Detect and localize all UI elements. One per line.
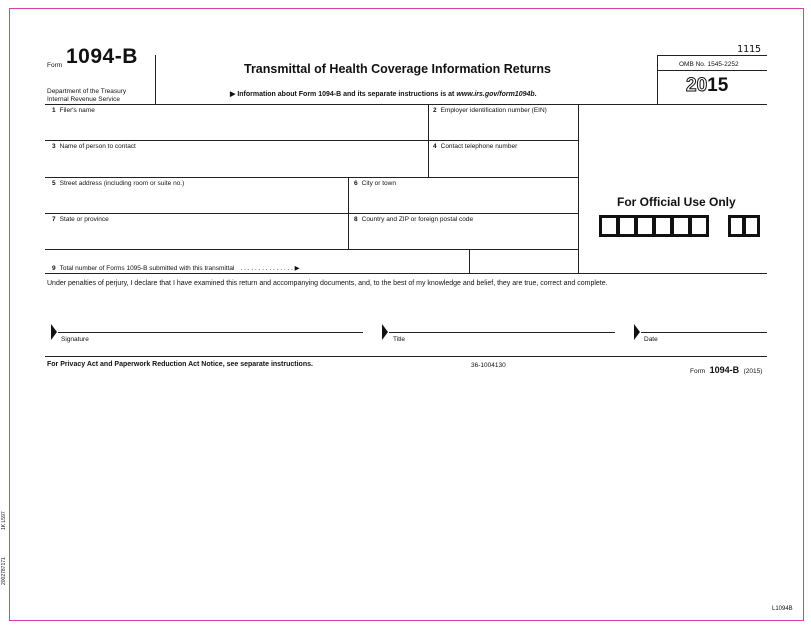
- field-1-label: 1 Filer's name: [52, 107, 95, 114]
- omb-rule: [657, 70, 767, 71]
- crop-line-bottom: [9, 620, 804, 621]
- perjury-statement: Under penalties of perjury, I declare that I have examined this return and accompanying documents, and, to the best of my knowledge and belief, they are true, correct and complete.: [47, 280, 608, 287]
- grid-rule-1: [45, 140, 578, 141]
- title-arrow-icon: [382, 324, 388, 340]
- signature-arrow-icon: [51, 324, 57, 340]
- header-divider-left: [155, 55, 156, 105]
- date-arrow-icon: [634, 324, 640, 340]
- footer-form-number: 1094-B: [709, 365, 740, 375]
- ocr-box-2: [617, 215, 637, 237]
- omb-top-rule: [657, 55, 767, 56]
- grid-rule-4: [45, 249, 578, 250]
- signature-label: Signature: [61, 336, 89, 343]
- signature-input[interactable]: [58, 318, 363, 332]
- footer-form-id: [690, 360, 762, 378]
- date-line: [641, 332, 767, 333]
- side-code-2: 2002787171: [1, 557, 7, 585]
- corner-code: L1094B: [772, 606, 793, 612]
- title-label: Title: [393, 336, 406, 343]
- street-address-input[interactable]: [46, 189, 347, 212]
- city-input[interactable]: [350, 189, 577, 212]
- privacy-notice: For Privacy Act and Paperwork Reduction Act Notice, see separate instructions.: [47, 361, 313, 368]
- filer-name-input[interactable]: [46, 116, 427, 139]
- code-1115: 1115: [737, 44, 762, 55]
- omb-number: OMB No. 1545-2252: [679, 61, 739, 68]
- crop-line-left: [9, 8, 10, 620]
- ocr-box-6: [689, 215, 709, 237]
- department-name: Department of the Treasury: [47, 88, 127, 95]
- field-2-label: 2 Employer identification number (EIN): [433, 107, 547, 114]
- footer-form-label: Form: [690, 368, 706, 375]
- contact-phone-input[interactable]: [430, 152, 577, 176]
- field-8-label: 8 Country and ZIP or foreign postal code: [354, 216, 474, 223]
- tax-year-prefix: 20: [686, 75, 708, 96]
- signature-line: [58, 332, 363, 333]
- field-9-label: 9 Total number of Forms 1095-B submitted with this transmittal . . . . . . . . . . . . . . . ▶: [52, 265, 300, 272]
- info-url[interactable]: www.irs.gov/form1094b: [456, 91, 535, 98]
- crop-line-top: [9, 8, 804, 9]
- ocr-box-1: [599, 215, 619, 237]
- footer-rule: [45, 356, 767, 357]
- form-number: 1094-B: [66, 45, 138, 68]
- grid-rule-2: [45, 177, 578, 178]
- grid-bottom-rule: [45, 273, 767, 274]
- grid-top-rule: [45, 104, 767, 105]
- state-input[interactable]: [46, 225, 347, 248]
- vrule-ein: [428, 104, 429, 177]
- crop-line-right: [803, 8, 804, 620]
- date-input[interactable]: [641, 318, 767, 332]
- form-title: Transmittal of Health Coverage Information Returns: [244, 62, 551, 76]
- ein-input[interactable]: [430, 116, 577, 139]
- title-line: [389, 332, 615, 333]
- footer-form-year: (2015): [743, 368, 763, 375]
- side-code-1: 1K L597: [1, 511, 7, 530]
- grid-rule-3: [45, 213, 578, 214]
- vrule-official: [578, 104, 579, 273]
- zip-input[interactable]: [350, 225, 577, 248]
- vrule-total: [469, 249, 470, 273]
- form-label: Form: [47, 62, 63, 69]
- info-suffix: .: [534, 91, 537, 98]
- info-line: [230, 90, 537, 98]
- ocr-box-5: [671, 215, 691, 237]
- ocr-box-4: [653, 215, 673, 237]
- official-use-heading: For Official Use Only: [617, 195, 736, 209]
- title-input[interactable]: [389, 318, 615, 332]
- contact-name-input[interactable]: [46, 152, 427, 176]
- vrule-city: [348, 177, 349, 249]
- ocr-box-3: [635, 215, 655, 237]
- agency-name: Internal Revenue Service: [47, 96, 120, 103]
- ocr-box-8: [743, 215, 760, 237]
- catalog-number: 36-1004130: [471, 362, 506, 369]
- field-9-dots: . . . . . . . . . . . . . . . ▶: [240, 265, 300, 272]
- field-4-label: 4 Contact telephone number: [433, 143, 518, 150]
- info-prefix: ▶ Information about Form 1094-B and its separate instructions is at: [230, 91, 457, 98]
- date-label: Date: [644, 336, 658, 343]
- field-7-label: 7 State or province: [52, 216, 109, 223]
- field-5-label: 5 Street address (including room or suite no.): [52, 180, 185, 187]
- total-forms-input[interactable]: [471, 251, 577, 272]
- field-6-label: 6 City or town: [354, 180, 396, 187]
- header-divider-right: [657, 55, 658, 105]
- tax-year-suffix: 15: [707, 75, 729, 96]
- tax-year: [686, 75, 728, 97]
- field-3-label: 3 Name of person to contact: [52, 143, 136, 150]
